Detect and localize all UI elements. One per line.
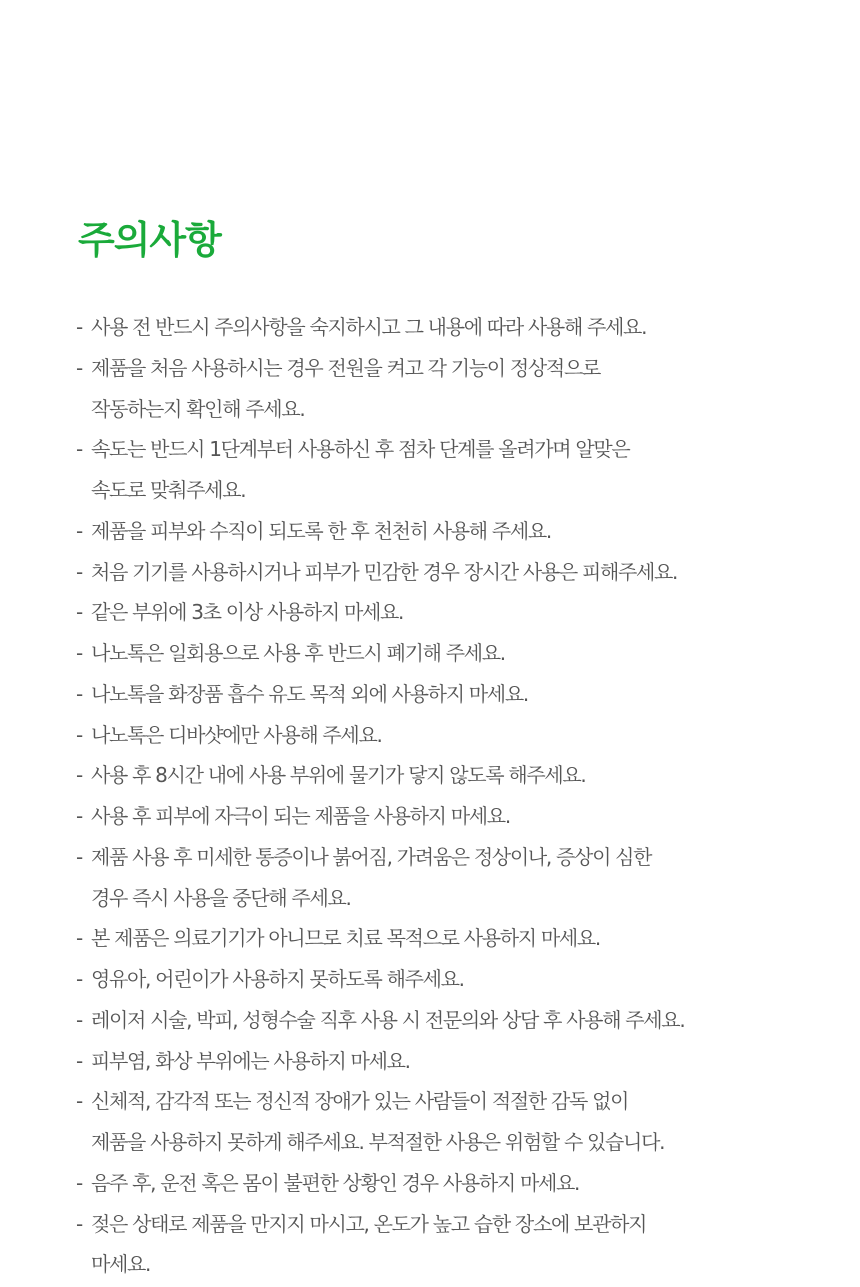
precaution-text-line: 영유아, 어린이가 사용하지 못하도록 해주세요. — [91, 967, 464, 991]
bullet-dash: - — [76, 600, 82, 625]
precaution-text-line: 사용 후 8시간 내에 사용 부위에 물기가 닿지 않도록 해주세요. — [91, 763, 586, 788]
bullet-dash: - — [76, 804, 82, 828]
precaution-item — [76, 796, 776, 837]
precaution-item — [76, 1163, 776, 1204]
precaution-text-line: 처음 기기를 사용하시거나 피부가 민감한 경우 장시간 사용은 피해주세요. — [91, 559, 678, 584]
precaution-item — [76, 715, 776, 756]
precaution-text-line: 나노톡을 화장품 흡수 유도 목적 외에 사용하지 마세요. — [91, 681, 528, 706]
precaution-item — [76, 674, 776, 715]
precaution-item — [76, 307, 776, 348]
precaution-item — [76, 1000, 776, 1041]
precaution-text-line: 제품을 사용하지 못하게 해주세요. 부적절한 사용은 위험할 수 있습니다. — [91, 1130, 665, 1154]
precaution-text-line: 제품 사용 후 미세한 통증이나 붉어짐, 가려움은 정상이나, 증상이 심한 — [91, 844, 652, 869]
bullet-dash: - — [76, 1048, 82, 1073]
bullet-dash: - — [76, 1211, 82, 1236]
precaution-text-line: 속도로 맞춰주세요. — [91, 478, 246, 502]
precaution-text-line: 사용 전 반드시 주의사항을 숙지하시고 그 내용에 따라 사용해 주세요. — [91, 315, 647, 339]
bullet-dash: - — [76, 1089, 82, 1114]
precaution-item — [76, 633, 776, 674]
precaution-list — [76, 307, 776, 1285]
precaution-text-line: 경우 즉시 사용을 중단해 주세요. — [91, 885, 351, 910]
precaution-item — [76, 348, 776, 430]
bullet-dash: - — [76, 641, 82, 665]
bullet-dash: - — [76, 559, 82, 584]
precaution-text-line: 신체적, 감각적 또는 정신적 장애가 있는 사람들이 적절한 감독 없이 — [91, 1089, 629, 1114]
bullet-dash: - — [76, 315, 82, 339]
precaution-item — [76, 1204, 776, 1286]
precaution-text-line: 나노톡은 일회용으로 사용 후 반드시 폐기해 주세요. — [91, 641, 505, 665]
precaution-item — [76, 959, 776, 1000]
precaution-item — [76, 552, 776, 593]
bullet-dash: - — [76, 926, 82, 951]
precaution-text-line: 제품을 피부와 수직이 되도록 한 후 천천히 사용해 주세요. — [91, 518, 551, 543]
precaution-item — [76, 511, 776, 552]
bullet-dash: - — [76, 844, 82, 869]
precaution-item — [76, 429, 776, 511]
bullet-dash: - — [76, 1170, 82, 1195]
precaution-text-line: 음주 후, 운전 혹은 몸이 불편한 상황인 경우 사용하지 마세요. — [91, 1170, 580, 1195]
precaution-item — [76, 755, 776, 796]
precaution-text-line: 같은 부위에 3초 이상 사용하지 마세요. — [91, 600, 404, 625]
precaution-text-line: 작동하는지 확인해 주세요. — [91, 396, 305, 421]
precaution-item — [76, 837, 776, 919]
precaution-text-line: 레이저 시술, 박피, 성형수술 직후 사용 시 전문의와 상담 후 사용해 주세요. — [91, 1007, 685, 1032]
bullet-dash: - — [76, 355, 82, 380]
precaution-text-line: 마세요. — [91, 1252, 151, 1277]
precaution-text-line: 피부염, 화상 부위에는 사용하지 마세요. — [91, 1048, 410, 1073]
precaution-text-line: 속도는 반드시 1단계부터 사용하신 후 점차 단계를 올려가며 알맞은 — [91, 437, 630, 462]
precaution-item — [76, 592, 776, 633]
precaution-text-line: 젖은 상태로 제품을 만지지 마시고, 온도가 높고 습한 장소에 보관하지 — [91, 1211, 647, 1236]
bullet-dash: - — [76, 1007, 82, 1032]
precaution-text-line: 사용 후 피부에 자극이 되는 제품을 사용하지 마세요. — [91, 804, 510, 828]
bullet-dash: - — [76, 518, 82, 543]
section-title: 주의사항 — [78, 218, 221, 262]
precaution-text-line: 나노톡은 디바샷에만 사용해 주세요. — [91, 722, 382, 747]
precaution-text-line: 제품을 처음 사용하시는 경우 전원을 켜고 각 기능이 정상적으로 — [91, 355, 600, 380]
bullet-dash: - — [76, 681, 82, 706]
precaution-text-line: 본 제품은 의료기기가 아니므로 치료 목적으로 사용하지 마세요. — [91, 926, 600, 951]
bullet-dash: - — [76, 763, 82, 788]
bullet-dash: - — [76, 967, 82, 991]
bullet-dash: - — [76, 437, 82, 462]
precaution-item — [76, 918, 776, 959]
bullet-dash: - — [76, 722, 82, 747]
precaution-item — [76, 1081, 776, 1163]
precaution-item — [76, 1041, 776, 1082]
